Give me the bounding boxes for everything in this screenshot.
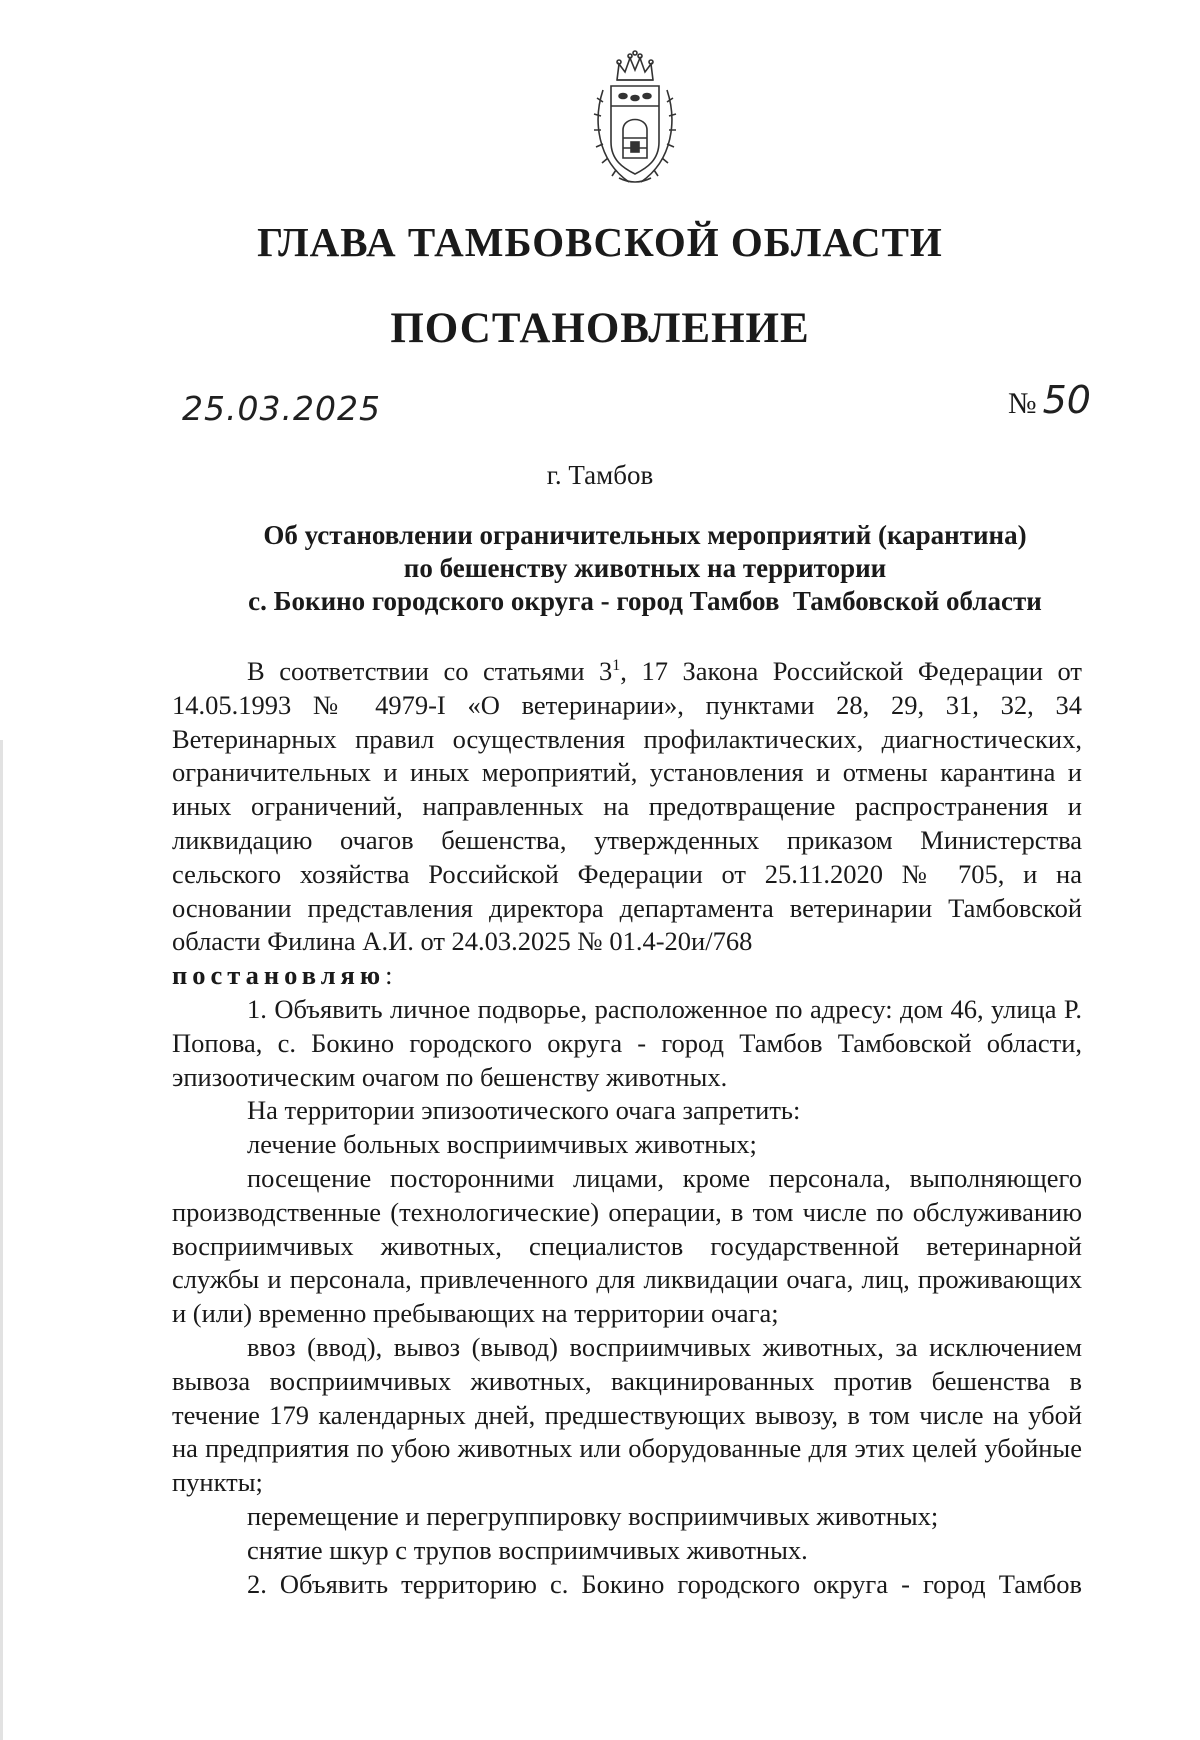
preamble-superscript: 1 — [612, 657, 621, 675]
scan-edge-mark — [0, 740, 3, 1740]
number-sign: № — [1008, 387, 1037, 420]
ban-intro: На территории эпизоотического очага запретить: — [247, 1095, 801, 1126]
preamble-paragraph — [172, 655, 1082, 959]
document-number — [1008, 378, 1091, 422]
resolve-colon: : — [385, 960, 393, 991]
authority-title: ГЛАВА ТАМБОВСКОЙ ОБЛАСТИ — [257, 219, 943, 265]
document-type: ПОСТАНОВЛЕНИЕ — [390, 305, 810, 352]
ban-item-2: посещение посторонними лицами, кроме персонала, выполняющего производственные (технологические) операции, в том числе по обслуживанию восприимчивых животных, специалистов государственной ветеринарной службы и персонала, привлеченного для ликвидации очага, лиц, проживающих и (или) временно пребывающих на территории очага; — [172, 1162, 1082, 1329]
resolve-word: постановляю — [172, 960, 386, 991]
subject-line-1: Об установлении ограничительных мероприятий (карантина) — [263, 520, 1027, 550]
ban-item-5: снятие шкур с трупов восприимчивых животных. — [247, 1534, 808, 1565]
subject-line-3: с. Бокино городского округа - город Тамбов Тамбовской области — [248, 586, 1042, 616]
coat-of-arms-icon — [589, 50, 681, 190]
item-1-paragraph: 1. Объявить личное подворье, расположенное по адресу: дом 46, улица Р. Попова, с. Бокино городского округа - город Тамбов Тамбовской области, эпизоотическим очагом по бешенству животных. — [172, 993, 1082, 1092]
item-2-paragraph: 2. Объявить территорию с. Бокино городского округа - город Тамбов — [247, 1568, 1082, 1599]
document-date: 25.03.2025 — [182, 389, 381, 428]
document-body — [172, 655, 1082, 1601]
ban-item-4: перемещение и перегруппировку восприимчивых животных; — [247, 1500, 939, 1531]
resolve-line — [172, 959, 1082, 993]
number-value: 50 — [1042, 378, 1091, 422]
preamble-rest: , 17 Закона Российской Федерации от 14.05.1993 № 4979-I «О ветеринарии», пунктами 28, 29, 31, 32, 34 Ветеринарных правил осуществления профилактических, диагностических, ограничительных и иных мероприятий, установления и отмены карантина и иных ограничений, направленных на предотвращение распространения и ликвидацию очагов бешенства, утвержденных приказом Министерства сельского хозяйства Российской Федерации от 25.11.2020 № 705, и на основании представления директора департамента ветеринарии Тамбовской области Филина А.И. от 24.03.2025 № 01.4-20и/768 — [172, 656, 1082, 957]
subject-line-2: по бешенству животных на территории — [403, 553, 887, 583]
ban-item-3: ввоз (ввод), вывоз (вывод) восприимчивых животных, за исключением вывоза восприимчивых животных, вакцинированных против бешенства в течение 179 календарных дней, предшествующих вывозу, в том числе на убой на предприятия по убою животных или оборудованные для этих целей убойные пункты; — [172, 1331, 1082, 1498]
document-subject — [200, 519, 1090, 618]
ban-item-1: лечение больных восприимчивых животных; — [247, 1129, 757, 1160]
city-line: г. Тамбов — [546, 460, 654, 490]
preamble-lead: В соответствии со статьями 3 — [247, 656, 613, 686]
